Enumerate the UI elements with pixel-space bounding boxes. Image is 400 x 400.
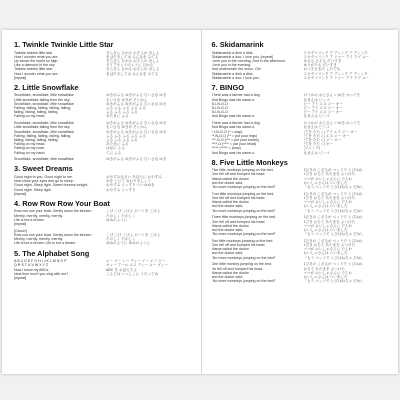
- lyric-line: [212, 151, 393, 155]
- lyric-japanese: ママが おいしゃさんに でんわ: [303, 176, 353, 181]
- lyric-english: Mama called the doctor: [211, 176, 249, 181]
- lyric-japanese: 「もう ベッドで とびはねちゃ だめ!」: [303, 185, 365, 190]
- lyric-english: [repeat]: [14, 222, 27, 227]
- lyric-english: One fell off and bumped his head.: [211, 219, 266, 224]
- lyric-japanese: あたまに ふる: [106, 114, 129, 119]
- lyric-english: I love you in the morning. And in the afternoon.: [211, 58, 286, 63]
- lyric-english: Two little monkeys jumping on the bed.: [211, 238, 274, 243]
- lyric-japanese: 2ひきの こざるが ベッドで とびはね: [303, 238, 363, 243]
- lyric-japanese: おやすみ ぐっすり: [106, 187, 136, 192]
- left-page: [2, 30, 202, 374]
- lyric-line: [14, 157, 195, 161]
- lyric-japanese: まばたきしては みんなを みてる: [106, 71, 159, 76]
- lyric-english: ***-G-O (*** = put your knees): [211, 137, 259, 142]
- lyric-english: Snowflake, snowflake, little snowflake: [14, 93, 74, 98]
- lyric-english: And Bingo was his name-o.: [211, 97, 256, 102]
- lyric-japanese: たのしく たのしく: [106, 213, 136, 218]
- lyric-english: There was a farmer had a dog: [211, 121, 260, 126]
- lyric-japanese: ママが おいしゃさんに でんわ: [303, 247, 353, 252]
- lyric-japanese: 「もう ベッドで とびはねちゃ だめ!」: [303, 279, 365, 284]
- lyric-japanese: ゆきがふる ゆきがふる ちいさな ゆき: [106, 121, 167, 126]
- lyric-english: One fell off and bumped his head.: [211, 195, 266, 200]
- lyric-japanese: こんどは いっしょに うたってね: [106, 271, 159, 276]
- lyric-english: Mama called the doctor: [211, 223, 249, 228]
- lyric-japanese: 1ぴき おちて あたまを ぶつけた: [303, 195, 356, 200]
- song-title: 7. BINGO: [211, 82, 244, 92]
- lyric-japanese: 「もう ベッドで とびはねちゃ だめ!」: [303, 232, 365, 237]
- lyric-english: **-N-G-O (** = put your legs): [211, 133, 257, 138]
- lyric-japanese: ビー アイ エヌ ジー オー: [303, 101, 343, 106]
- lyric-english: "No more monkeys jumping on the bed!": [211, 279, 276, 284]
- lyric-line: [14, 76, 195, 80]
- lyric-japanese: ふる ふる ふる ふる ふる: [106, 106, 146, 111]
- lyric-japanese: スキダマリンク ア ディンク ア ディンク: [303, 71, 368, 76]
- lyric-japanese: [106, 192, 195, 196]
- lyric-japanese: ママが おいしゃさんに でんわ: [303, 223, 353, 228]
- lyric-english: Falling on my hand.: [14, 150, 46, 155]
- lyric-japanese: きらきら ひかる おそらの ほしよ: [106, 67, 160, 72]
- lyric-japanese: ダイアモンドのように ひかる: [106, 63, 154, 68]
- song-title: 1. Twinkle Twinkle Little Star: [14, 40, 114, 49]
- lyrics-booklet-spread: [2, 30, 398, 374]
- lyric-japanese: ふる ふる ふる ふる: [106, 137, 138, 142]
- lyric-english: "No more monkeys jumping on the bed!": [211, 185, 276, 190]
- lyric-english: ***** (***** = jump): [211, 146, 241, 151]
- lyric-english: One little monkey jumping on the bed.: [211, 262, 272, 267]
- lyric-japanese: 1ぴき おちて あたまを ぶつけた: [303, 172, 356, 177]
- lyric-english: How I wonder what you are.: [14, 71, 59, 76]
- lyric-japanese: ふる ふる ふる ふる ふる: [106, 133, 146, 138]
- lyric-english: [Canon]: [14, 228, 27, 233]
- lyric-japanese: ゆきがふる ゆきがふる ちいさな ゆき: [106, 101, 167, 106]
- lyric-english: Good night. Sleep tight. Sweet dreams tonight.: [14, 183, 89, 188]
- lyric-english: Falling, falling, falling, falling, falling,: [14, 106, 72, 111]
- lyric-english: And Bingo was his name-o.: [211, 125, 256, 130]
- lyric-japanese: なまえは ビンゴ: [303, 97, 330, 102]
- lyric-english: [repeat]: [14, 191, 27, 196]
- lyric-english: Four little monkeys jumping on the bed.: [211, 191, 275, 196]
- lyric-japanese: (てを たたく) ジー オー: [303, 137, 342, 142]
- song-block: [212, 158, 393, 284]
- lyric-english: How I wonder what you are.: [14, 54, 59, 59]
- lyric-japanese: あたまに ふる: [106, 142, 129, 147]
- lyric-japanese: 「もう ベッドで とびはねちゃ だめ!」: [303, 255, 365, 260]
- lyric-english: One fell off and bumped his head.: [211, 172, 266, 177]
- lyric-english: ****-O (**** = pat your head): [211, 142, 257, 147]
- lyric-japanese: おつきさまの したでも: [303, 67, 341, 72]
- lyric-japanese: きらきら ひかる おそらの ほしよ: [106, 58, 160, 63]
- lyric-english: Life is but a dream.: [14, 217, 45, 222]
- lyric-line: [14, 192, 195, 196]
- lyric-english: One fell off and bumped his head.: [211, 243, 266, 248]
- lyric-english: Skidamarink a doo. I love you.: [211, 75, 260, 80]
- lyric-english: Snowflake, snowflake, little snowflake: [14, 157, 74, 162]
- lyric-japanese: キュー アール エス ティー ユー ヴィー: [106, 263, 168, 268]
- lyric-english: Good night to you. Good night to me.: [14, 174, 73, 179]
- lyric-japanese: おいしゃさんは いいました: [303, 180, 348, 185]
- lyric-english: Mama called the doctor: [211, 200, 249, 205]
- lyric-japanese: ABC を おぼえたよ: [106, 267, 137, 272]
- lyric-japanese: のうかの おじさん いぬを かってた: [303, 121, 361, 126]
- right-page: [202, 30, 399, 374]
- lyric-japanese: ゆめのように ゆめのように: [106, 241, 151, 246]
- lyric-japanese: (てを たたく) オー: [303, 142, 334, 147]
- lyric-japanese: ちいさな ゆきが そらから: [106, 125, 148, 130]
- lyric-english: falling, falling, falling, falling.: [14, 110, 59, 115]
- lyric-japanese: スキダマリンク ア ドゥー アイ ラブ ユー: [303, 75, 370, 80]
- lyric-japanese: こげ こげ こげよ ボートを こげよ: [106, 233, 161, 237]
- lyric-english: Now I know my ABCs.: [14, 267, 50, 272]
- lyric-english: [repeat]: [14, 75, 27, 80]
- lyric-english: [repeat]: [14, 275, 27, 280]
- lyric-english: Falling, falling, falling, falling, falling,: [14, 133, 72, 138]
- lyric-japanese: 4ひきの こざるが ベッドで とびはね: [303, 191, 363, 196]
- lyric-japanese: 5ひきの こざるが ベッドで とびはね: [303, 168, 363, 173]
- song-block: [14, 83, 195, 162]
- lyric-japanese: めを とじて ねむりましょう: [106, 179, 152, 184]
- lyric-japanese: ゆきがふる ゆきがふる ちいさな ゆき: [106, 129, 167, 134]
- lyric-english: There was a farmer had a dog: [211, 93, 260, 98]
- lyric-english: Row row row your boat. Gently down the stream.: [14, 233, 92, 237]
- lyric-english: Skidamarink a dink a dink,: [211, 50, 254, 55]
- lyric-japanese: (ジャンプ): [303, 146, 321, 151]
- lyric-english: Merrily, merrily, merrily, merrily.: [14, 237, 64, 242]
- lyric-japanese: おちて あたまを ぶつけた: [303, 266, 345, 271]
- song-block: [14, 199, 195, 246]
- lyric-english: Up above the world so high: [14, 58, 58, 63]
- lyric-english: and the doctor said,: [211, 227, 244, 232]
- lyric-english: "No more monkeys jumping on the bed!": [211, 208, 276, 213]
- lyric-english: and the doctor said,: [211, 180, 244, 185]
- lyric-japanese: きらきら ひかる おそらの ほしよ: [106, 50, 160, 55]
- lyric-japanese: 3びきの こざるが ベッドで とびはね: [303, 215, 363, 220]
- song-block: [14, 164, 195, 196]
- lyric-english: I love you in the evening.: [211, 63, 252, 68]
- lyric-japanese: スキダマリンク ア ディンク ア ディンク: [303, 50, 368, 55]
- lyric-english: Snowflake, snowflake, little snowflake: [14, 121, 74, 126]
- lyric-japanese: ママが おいしゃさんに でんわ: [303, 270, 353, 275]
- lyric-japanese: (てを たたく) エヌ ジー オー: [303, 133, 350, 138]
- lyric-japanese: まばたきしては みんなを みてる: [106, 54, 159, 59]
- song-block: [212, 40, 393, 80]
- lyric-english: Snowflake, snowflake, little snowflake: [14, 101, 74, 106]
- lyric-english: Little snowflake falling from the sky.: [14, 97, 71, 102]
- lyric-line: [14, 241, 195, 245]
- lyric-japanese: おいしゃさんは いいました: [303, 274, 348, 279]
- lyric-japanese: [106, 276, 195, 280]
- lyric-japanese: ゆきがふる ゆきがふる ちいさな ゆき: [106, 157, 167, 162]
- lyric-japanese: ビー アイ エヌ ジー オー: [303, 110, 343, 115]
- lyric-japanese: あさも ひるも だいすき: [303, 58, 342, 63]
- song-title: 3. Sweet Dreams: [14, 164, 73, 174]
- lyric-english: and the doctor said,: [211, 251, 244, 256]
- lyric-english: and the doctor said,: [211, 204, 244, 209]
- lyric-japanese: ちいさな ゆきが そらから: [106, 97, 148, 102]
- lyric-english: Like a diamond in the sky: [14, 63, 55, 68]
- lyric-english: *-I-N-G-O (* = clap): [211, 129, 243, 134]
- lyric-japanese: おいしゃさんは いいました: [303, 251, 348, 256]
- lyric-english: Mama called the doctor: [211, 270, 249, 275]
- lyric-japanese: エー ビー シー ディー イー エフ ジー: [106, 259, 166, 264]
- lyric-japanese: 1ぴきの こざるが ベッドで とびはね: [303, 262, 363, 267]
- lyric-japanese: スキダマリンク ア ドゥー アイ ラブ ユー: [303, 54, 370, 59]
- lyric-japanese: なまえは ビンゴ: [303, 150, 330, 155]
- lyric-japanese: 1ぴき おちて あたまを ぶつけた: [303, 243, 356, 248]
- lyric-japanese: おいしゃさんは いいました: [303, 227, 348, 232]
- lyric-english: Twinkle twinkle little star: [14, 67, 53, 72]
- lyric-english: and the doctor said,: [211, 274, 244, 279]
- lyric-english: Five little monkeys jumping on the bed.: [211, 168, 274, 173]
- song-title: 2. Little Snowflake: [14, 82, 79, 92]
- lyric-japanese: ふる ふる ふる ふる: [106, 110, 138, 115]
- lyric-english: Life is but a dream. Life is but a dream.: [14, 241, 77, 246]
- song-title: 5. The Alphabet Song: [14, 248, 90, 258]
- lyric-english: And underneath the moon. Oh!: [211, 67, 261, 72]
- lyric-line: [14, 276, 195, 280]
- lyric-english: Row row row your boat. Gently down the stream.: [14, 209, 92, 214]
- lyric-japanese: おやすみなさい あなたに おやすみ: [106, 174, 162, 179]
- lyric-english: Good night. Sleep tight.: [14, 187, 52, 192]
- lyric-english: And Bingo was his name-o.: [211, 114, 256, 119]
- lyric-japanese: ビー アイ エヌ ジー オー: [303, 106, 343, 111]
- lyric-english: Merrily, merrily, merrily, merrily.: [14, 213, 64, 218]
- lyric-english: Falling on my nose.: [14, 146, 46, 151]
- lyric-english: Three little monkeys jumping on the bed.: [211, 215, 277, 220]
- lyric-english: Falling on my head.: [14, 142, 46, 147]
- lyric-japanese: なまえは ビンゴ: [303, 114, 330, 119]
- lyric-english: Falling on my head.: [14, 114, 46, 119]
- lyric-english: Skidamarink a doo. I love you. [repeat]: [211, 54, 273, 59]
- lyric-english: Skidamarink a dink a dink,: [211, 71, 254, 76]
- song-block: [212, 83, 393, 155]
- lyric-japanese: ゆめのように: [106, 217, 128, 222]
- lyric-english: A B C D E F G H I J K L M N O P: [14, 259, 67, 264]
- song-title: 8. Five Little Monkeys: [211, 157, 288, 167]
- lyric-english: "No more monkeys jumping on the bed!": [211, 255, 276, 260]
- lyric-english: falling, falling, falling, falling.: [14, 137, 59, 142]
- lyric-english: B-I-N-G-O: [211, 110, 228, 115]
- lyric-japanese: [106, 76, 195, 80]
- lyric-japanese: はなに ふる: [106, 146, 125, 151]
- lyric-japanese: おいしゃさんは いいました: [303, 204, 348, 209]
- lyric-english: Snowflake, snowflake, little snowflake: [14, 129, 74, 134]
- lyric-english: B-I-N-G-O: [211, 101, 228, 106]
- lyric-english: Q R S T U V W X Y Z: [14, 263, 49, 268]
- lyric-english: And Bingo was his name-o.: [211, 150, 256, 155]
- lyric-japanese: こげ こげ こげよ ボートを こげよ: [106, 209, 161, 214]
- lyric-english: B-I-N-G-O: [211, 106, 228, 111]
- lyric-japanese: たのしく たのしく: [106, 237, 136, 242]
- song-title: 4. Row Row Row Your Boat: [14, 198, 110, 208]
- lyric-line: [212, 279, 393, 283]
- lyric-japanese: ママが おいしゃさんに でんわ: [303, 200, 353, 205]
- lyric-japanese: おやすみ ぐっすり いいゆめを: [106, 183, 155, 188]
- lyric-english: "No more monkeys jumping on the bed!": [211, 232, 276, 237]
- lyric-english: Little snowflake falling from the sky.: [14, 125, 71, 130]
- lyric-japanese: 1ぴき おちて あたまを ぶつけた: [303, 219, 356, 224]
- lyric-japanese: ゆきがふる ゆきがふる ちいさな ゆき: [106, 93, 167, 98]
- lyric-japanese: ゆうがたも だいすき: [303, 63, 337, 68]
- lyric-english: Next time won't you sing with me?: [14, 271, 69, 276]
- lyric-english: Now close your eyes and go to sleep.: [14, 179, 74, 184]
- lyric-english: Twinkle twinkle little star: [14, 50, 53, 55]
- song-title: 6. Skidamarink: [211, 40, 264, 49]
- lyric-english: Mama called the doctor: [211, 247, 249, 252]
- song-block: [14, 249, 195, 281]
- lyric-japanese: なまえは ビンゴ: [303, 125, 330, 130]
- lyric-japanese: のうかの おじさん いぬを かってた: [303, 93, 361, 98]
- lyric-line: [212, 76, 393, 80]
- lyric-japanese: (てを たたく) アイ エヌ ジー オー: [303, 129, 358, 134]
- lyric-japanese: 「もう ベッドで とびはねちゃ だめ!」: [303, 208, 365, 213]
- lyric-english: He fell off and bumped his head.: [211, 266, 264, 271]
- lyric-japanese: てに ふる: [106, 150, 122, 155]
- song-block: [14, 40, 195, 80]
